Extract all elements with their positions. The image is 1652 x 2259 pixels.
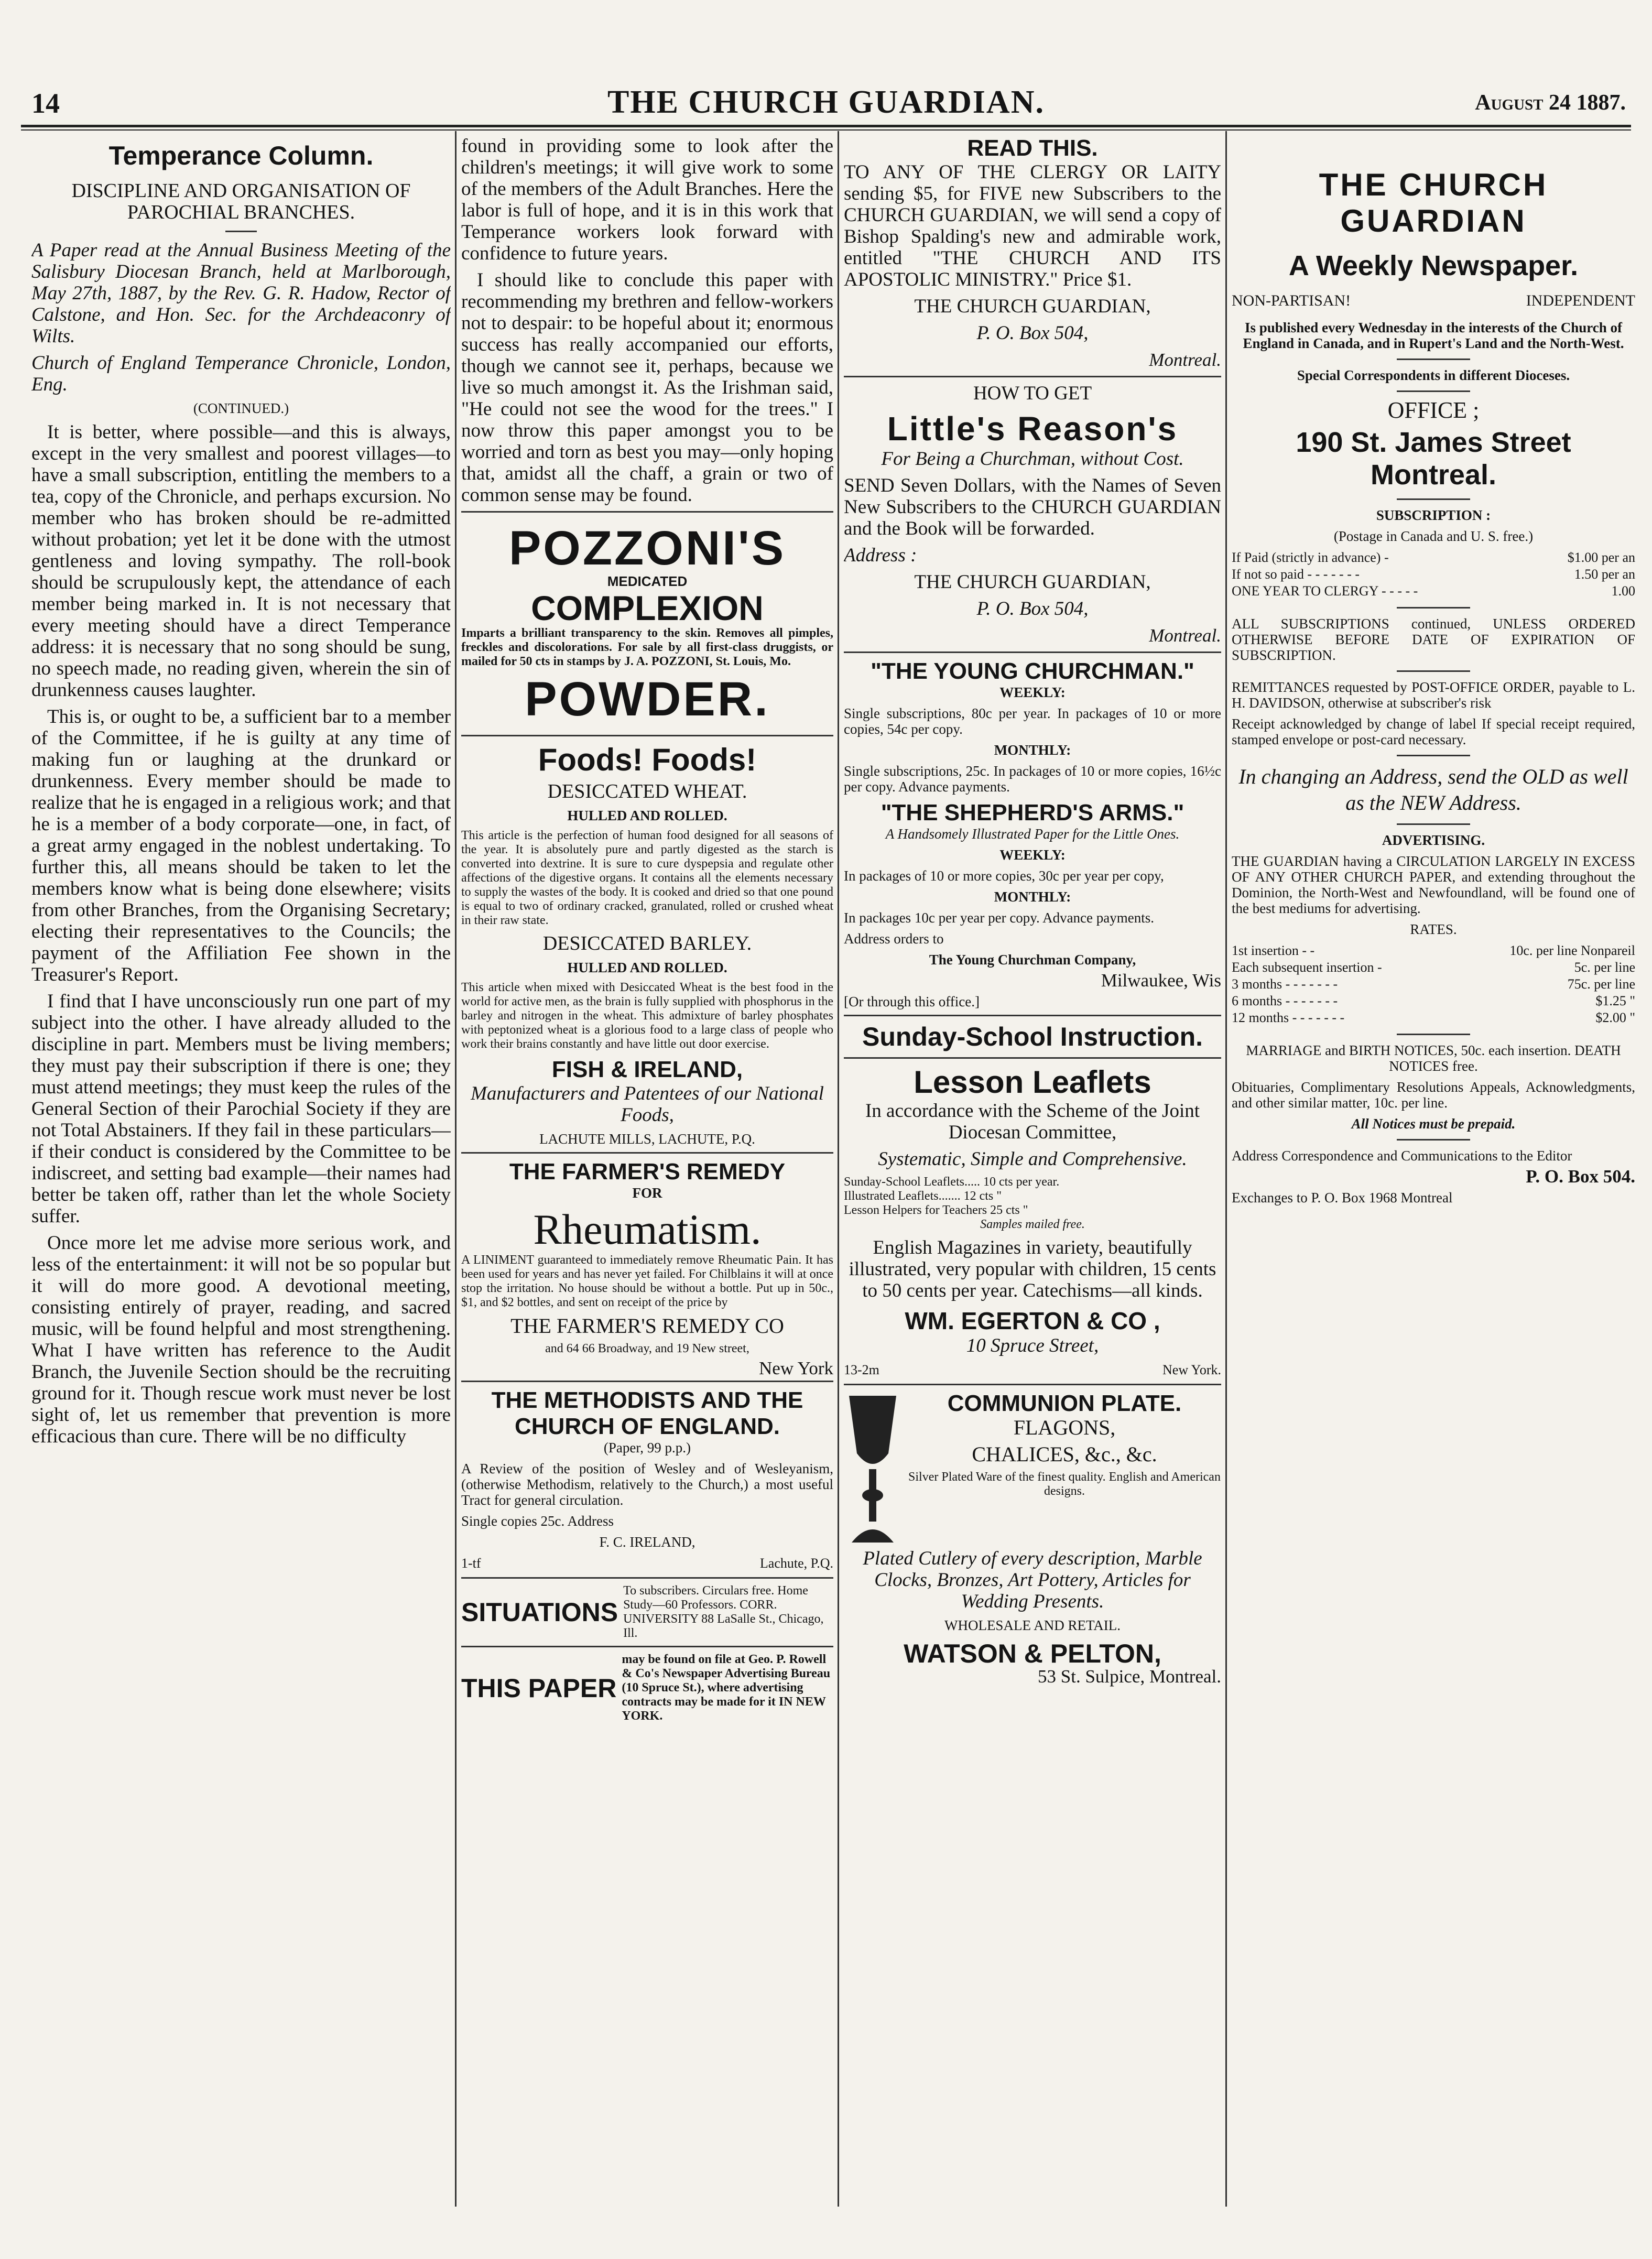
shepherds-arms-title: "THE SHEPHERD'S ARMS." xyxy=(881,800,1184,826)
paragraph: I find that I have unconsciously run one part of my subject into the other. I have already alluded to the discipline in part. Members must be living members; they must pay their subscription if there is one; they must attend meetings; they must keep the rules of the General Section of their Parochial Society if they are not Total Abstainers. If they fail in these particulars—if their conduct is considered by the Committee to be indiscreet, and setting bad example—their names had better be taken off, rather than let the whole Society suffer. xyxy=(31,991,451,1227)
weekly-label: WEEKLY: xyxy=(999,685,1066,700)
maker-address: LACHUTE MILLS, LACHUTE, P.Q. xyxy=(539,1131,755,1147)
rate-row xyxy=(1232,583,1635,600)
monthly-label: MONTHLY: xyxy=(994,742,1071,758)
rheumatism-title: Rheumatism. xyxy=(533,1205,762,1253)
shepherds-subtitle: A Handsomely Illustrated Paper for the Little Ones. xyxy=(885,826,1180,842)
plated-text: Plated Cutlery of every description, Marble Clocks, Bronzes, Art Pottery, Articles for Wedding Presents. xyxy=(863,1548,1202,1612)
separator xyxy=(1397,607,1470,609)
paragraph: I should like to conclude this paper with recommending my brethren and fellow-workers not to despair: to be hopeful about it; enormous success has really accompanied our efforts, though we cannot see it, perhaps, because we live so much amongst it. As the Irishman said, "He could not see the wood for the trees." I now throw this paper amongst you to be worried and torn as best you may—only hoping that, amidst all the chaff, a grain or two of common sense may be found. xyxy=(461,269,833,506)
receipt-note: Receipt acknowledged by change of label If special receipt required, stamped envelope or post-card necessary. xyxy=(1232,716,1635,747)
separator xyxy=(461,1646,833,1647)
chalices: CHALICES, &c., &c. xyxy=(972,1442,1157,1466)
communion-ad xyxy=(844,1391,1221,1548)
changing-address: In changing an Address, send the OLD as well as the NEW Address. xyxy=(1238,765,1628,814)
separator xyxy=(225,231,257,232)
ad-rate-value: $2.00 " xyxy=(1595,1010,1635,1025)
rate-value: 1.50 per an xyxy=(1574,567,1635,582)
paragraph: This is, or ought to be, a sufficient bar to a member of the Committee, if he is guilty at any time of making fun or laughing at the drunkard or drunkenness. Every member should be made to realize that he is engaged in a religious work; and that he is a member of a body corporate—one, in fact, of a great army engaged in the noblest undertaking. To further this, all means should be taken to let the members know what is being done elsewhere; visits from other Branches, from the Organising Secretary; electing their representatives to the Councils; the payment of the Affiliation Fee shown in the Treasurer's Report. xyxy=(31,706,451,985)
littles-reasons-title: Little's Reason's xyxy=(887,410,1178,448)
pozzoni-brand: POZZONI'S xyxy=(508,522,786,575)
separator xyxy=(461,511,833,513)
methodists-text: A Review of the position of Wesley and of Wesleyanism, (otherwise Methodism, relatively to the Church,) a most useful Tract for general circulation. xyxy=(461,1461,833,1508)
published-text: Is published every Wednesday in the interests of the Church of England in Canada, and in Rupert's Land and the North-West. xyxy=(1243,320,1624,351)
lesson-text: In accordance with the Scheme of the Joint Diocesan Committee, xyxy=(865,1100,1200,1143)
separator xyxy=(1397,498,1470,500)
methodists-price: Single copies 25c. Address xyxy=(461,1513,614,1529)
separator xyxy=(844,1384,1221,1385)
lesson-leaflets-title: Lesson Leaflets xyxy=(914,1065,1151,1100)
separator xyxy=(1397,1139,1470,1141)
this-paper-heading: THIS PAPER xyxy=(461,1673,617,1703)
ad-rate-row xyxy=(1232,1009,1635,1026)
orders-company: The Young Churchman Company, xyxy=(929,952,1136,968)
watson-address: 53 St. Sulpice, Montreal. xyxy=(1038,1666,1221,1687)
how-to-get: HOW TO GET xyxy=(973,383,1092,404)
separator xyxy=(844,376,1221,377)
lesson-subtitle: Systematic, Simple and Comprehensive. xyxy=(878,1148,1187,1170)
office-label: OFFICE ; xyxy=(1387,397,1480,423)
methodists-address: F. C. IRELAND, xyxy=(599,1534,695,1550)
farmers-text: A LINIMENT guaranteed to immediately remove Rheumatic Pain. It has been used for years and has never yet failed. For Chilblains it will at once stop the irritation. No house should be without a bottle. Put up in 50c., $1, and $2 bottles, and sent on receipt of the price by xyxy=(461,1253,833,1309)
separator xyxy=(1397,390,1470,392)
price-line: Illustrated Leaflets....... 12 cts " xyxy=(844,1189,1002,1203)
separator xyxy=(1397,823,1470,825)
methodists-paper: (Paper, 99 p.p.) xyxy=(603,1440,691,1456)
sunday-school-title: Sunday-School Instruction. xyxy=(862,1022,1203,1051)
ad-rate-value: 5c. per line xyxy=(1574,960,1635,975)
wheat-title: DESICCATED WHEAT. xyxy=(547,780,747,802)
barley-subtitle: HULLED AND ROLLED. xyxy=(567,960,727,975)
ad-rate-label: 1st insertion - - xyxy=(1232,943,1315,958)
orders-label: Address orders to xyxy=(844,931,944,947)
column-publisher-info xyxy=(1232,135,1635,1211)
pozzoni-medicated: MEDICATED xyxy=(607,573,688,589)
column-advertisements-a xyxy=(461,135,833,1723)
farmers-address: and 64 66 Broadway, and 19 New street, xyxy=(545,1342,749,1355)
pozzoni-powder: POWDER. xyxy=(525,672,770,726)
continued-label: (CONTINUED.) xyxy=(193,400,289,416)
methodists-ad xyxy=(461,1387,833,1572)
read-this-heading: READ THIS. xyxy=(967,135,1098,161)
separator xyxy=(461,1577,833,1579)
address-line3: Montreal. xyxy=(1149,625,1221,646)
ad-rate-row xyxy=(1232,959,1635,976)
obituaries: Obituaries, Complimentary Resolutions Appeals, Acknowledgments, and other similar matter, 10c. per line. xyxy=(1232,1079,1635,1111)
wholesale: WHOLESALE AND RETAIL. xyxy=(944,1617,1121,1633)
rate-row xyxy=(1232,566,1635,583)
ad-rate-row xyxy=(1232,976,1635,993)
rate-row xyxy=(1232,549,1635,566)
price-line: Sunday-School Leaflets..... 10 cts per year. xyxy=(844,1175,1060,1189)
rate-label: If Paid (strictly in advance) - xyxy=(1232,550,1389,565)
maker-description: Manufacturers and Patentees of our National Foods, xyxy=(471,1083,824,1126)
chalice-icon xyxy=(844,1391,901,1548)
column-divider xyxy=(455,131,457,2207)
column-temperance xyxy=(31,135,451,1452)
correspondence: Address Correspondence and Communications to the Editor xyxy=(1232,1148,1572,1164)
separator xyxy=(461,1152,833,1154)
shepherd-monthly-text: In packages 10c per year per copy. Advance payments. xyxy=(844,910,1154,926)
remittances: REMITTANCES requested by POST-OFFICE ORDER, payable to L. H. DAVIDSON, otherwise at subscriber's risk xyxy=(1232,679,1635,711)
po-box: P. O. Box 504. xyxy=(1526,1166,1635,1187)
shepherd-weekly-text: In packages of 10 or more copies, 30c per year per copy, xyxy=(844,868,1164,884)
exchanges: Exchanges to P. O. Box 1968 Montreal xyxy=(1232,1190,1453,1205)
price-line: Lesson Helpers for Teachers 25 cts " xyxy=(844,1203,1028,1217)
rates-heading: RATES. xyxy=(1410,921,1457,937)
weekly-newspaper: A Weekly Newspaper. xyxy=(1288,250,1579,281)
masthead xyxy=(21,84,1631,121)
partisan-row xyxy=(1232,292,1635,309)
young-weekly-text: Single subscriptions, 80c per year. In packages of 10 or more copies, 54c per copy. xyxy=(844,705,1221,737)
separator xyxy=(844,1057,1221,1059)
littles-text: SEND Seven Dollars, with the Names of Seven New Subscribers to the CHURCH GUARDIAN and the Book will be forwarded. xyxy=(844,475,1221,539)
ad-rate-label: Each subsequent insertion - xyxy=(1232,960,1382,975)
this-paper-ad xyxy=(461,1653,833,1723)
column-divider xyxy=(1225,131,1227,2207)
subscription-heading: SUBSCRIPTION : xyxy=(1376,507,1491,523)
situations-heading: SITUATIONS xyxy=(461,1598,618,1627)
article-intro: A Paper read at the Annual Business Meeting of the Salisbury Diocesan Branch, held at Marlborough, May 27th, 1887, by the Rev. G. R. Hadow, Rector of Calstone, and Hon. Sec. for the Archdeaconry of Wilts. xyxy=(31,240,451,347)
separator xyxy=(461,1381,833,1382)
separator xyxy=(461,735,833,736)
separator xyxy=(844,1015,1221,1016)
pozzoni-complexion: COMPLEXION xyxy=(531,589,764,627)
ad-rate-label: 6 months - - - - - - - xyxy=(1232,993,1338,1008)
methodists-footer xyxy=(461,1555,833,1572)
separator xyxy=(1397,359,1470,360)
english-magazines: English Magazines in variety, beautifully illustrated, very popular with children, 15 cents to 50 cents per year. Catechisms—all kinds. xyxy=(849,1237,1216,1301)
silver-text: Silver Plated Ware of the finest quality. English and American designs. xyxy=(908,1470,1221,1498)
page-number: 14 xyxy=(31,88,60,119)
address-label: Address : xyxy=(844,545,917,566)
egerton-city: New York. xyxy=(1162,1362,1221,1377)
read-this-address1: THE CHURCH GUARDIAN, xyxy=(914,296,1151,317)
farmers-company: THE FARMER'S REMEDY CO xyxy=(510,1314,784,1338)
separator xyxy=(844,651,1221,653)
address-line1: THE CHURCH GUARDIAN, xyxy=(914,571,1151,593)
barley-title: DESICCATED BARLEY. xyxy=(542,932,752,954)
egerton-address: 10 Spruce Street, xyxy=(966,1335,1099,1356)
column-divider xyxy=(838,131,839,2207)
advertising-text: THE GUARDIAN having a CIRCULATION LARGELY IN EXCESS OF ANY OTHER CHURCH PAPER, and extending throughout the Dominion, the North-West and Newfoundland, will be found one of the best mediums for advertising. xyxy=(1232,853,1635,916)
orders-city: Milwaukee, Wis xyxy=(1101,970,1221,991)
flagons: FLAGONS, xyxy=(1013,1416,1116,1439)
situations-ad xyxy=(461,1584,833,1641)
young-monthly-text: Single subscriptions, 25c. In packages of 10 or more copies, 16½c per copy. Advance payments. xyxy=(844,763,1221,795)
egerton-code: 13-2m xyxy=(844,1362,879,1377)
communion-title: COMMUNION PLATE. xyxy=(947,1391,1182,1416)
read-this-address2: P. O. Box 504, xyxy=(976,322,1089,344)
non-partisan: NON-PARTISAN! xyxy=(1232,292,1351,309)
article-title: DISCIPLINE AND ORGANISATION OF PAROCHIAL BRANCHES. xyxy=(71,180,411,223)
article-source: Church of England Temperance Chronicle, London, Eng. xyxy=(31,352,451,395)
paragraph: It is better, where possible—and this is always, except in the very smallest and poorest villages—to have a small subscription, entitling the members to a tea, copy of the Chronicle, and perhaps excursion. No member who has broken should be re-admitted without probation; yet let it be done with the utmost gentleness and loving sympathy. The roll-book should be scrupulously kept, the attendance of each member being marked in. It is not necessary that every meeting should have a direct Temperance address: it is necessary that no song should be sung, no speech made, no reading given, wherein the sin of drunkenness causes laughter. xyxy=(31,421,451,701)
farmers-remedy-ad xyxy=(461,1159,833,1378)
office-address: 190 St. James Street Montreal. xyxy=(1296,427,1571,491)
separator xyxy=(1397,1034,1470,1035)
separator xyxy=(1397,755,1470,756)
farmers-for: FOR xyxy=(632,1185,662,1201)
header-rule xyxy=(21,125,1631,131)
ad-rate-value: $1.25 " xyxy=(1595,993,1635,1008)
wheat-subtitle: HULLED AND ROLLED. xyxy=(567,808,727,823)
independent: INDEPENDENT xyxy=(1526,292,1635,309)
ad-rate-label: 3 months - - - - - - - xyxy=(1232,976,1338,992)
section-heading: Temperance Column. xyxy=(108,141,374,170)
column-advertisements-b xyxy=(844,135,1221,1690)
foods-heading: Foods! Foods! xyxy=(538,742,757,777)
newspaper-title: THE CHURCH GUARDIAN. xyxy=(607,84,1045,120)
barley-text: This article when mixed with Desiccated Wheat is the best food in the world for active men, as the brain is fully supplied with phosphorus in the barley and nitrogen in the wheat. This admixture of barley phosphates with peptonized wheat is a glorious food to a large class of people who work their brains constantly and have little out door exercise. xyxy=(461,981,833,1051)
price-note: Samples mailed free. xyxy=(980,1218,1085,1231)
separator xyxy=(1397,670,1470,672)
farmers-heading: THE FARMER'S REMEDY xyxy=(509,1159,786,1185)
watson-name: WATSON & PELTON, xyxy=(904,1639,1161,1668)
pozzoni-ad xyxy=(461,523,833,724)
rate-label: If not so paid - - - - - - - xyxy=(1232,567,1360,582)
young-churchman-title: "THE YOUNG CHURCHMAN." xyxy=(871,658,1194,684)
read-this-address3: Montreal. xyxy=(1149,350,1221,370)
ad-rate-value: 10c. per line Nonpareil xyxy=(1509,943,1635,958)
prepaid-note: All Notices must be prepaid. xyxy=(1351,1116,1516,1132)
ad-rate-value: 75c. per line xyxy=(1567,976,1635,992)
maker-name: FISH & IRELAND, xyxy=(551,1057,743,1082)
address-line2: P. O. Box 504, xyxy=(976,598,1089,620)
farmers-city: New York xyxy=(759,1358,833,1378)
issue-date: August 24 1887. xyxy=(1475,91,1626,115)
rate-label: ONE YEAR TO CLERGY - - - - - xyxy=(1232,583,1418,599)
weekly-label: WEEKLY: xyxy=(999,847,1066,863)
postage-note: (Postage in Canada and U. S. free.) xyxy=(1333,528,1534,544)
paragraph: Once more let me advise more serious work, and less of the entertainment: it will not be so popular but it will do more good. A devotional meeting, consisting entirely of prayer, reading, and sacred music, will be found helpful and most strengthening. What I have written has reference to the Audit Branch, the Juvenile Section should be the recruiting ground for it. Though rescue work must never be lost sight of, let us remember that prevention is more efficacious than cure. There will be no difficulty xyxy=(31,1232,451,1447)
littles-subtitle: For Being a Churchman, without Cost. xyxy=(881,448,1184,470)
egerton-footer xyxy=(844,1362,1221,1378)
ad-rate-label: 12 months - - - - - - - xyxy=(1232,1010,1345,1025)
monthly-label: MONTHLY: xyxy=(994,889,1071,905)
methodists-city: Lachute, P.Q. xyxy=(759,1556,833,1571)
methodists-heading: THE METHODISTS AND THE CHURCH OF ENGLAND. xyxy=(491,1387,803,1439)
rate-value: 1.00 xyxy=(1611,583,1635,599)
ad-rate-row xyxy=(1232,993,1635,1009)
all-subscriptions: ALL SUBSCRIPTIONS continued, UNLESS ORDERED OTHERWISE BEFORE DATE OF EXPIRATION OF SUBSCRIPTION. xyxy=(1232,616,1635,663)
marriage-notices: MARRIAGE and BIRTH NOTICES, 50c. each insertion. DEATH NOTICES free. xyxy=(1246,1042,1621,1074)
orders-note: [Or through this office.] xyxy=(844,994,980,1009)
situations-text: To subscribers. Circulars free. Home Study—60 Professors. CORR. UNIVERSITY 88 LaSalle St., Chicago, Ill. xyxy=(623,1584,824,1640)
methodists-code: 1-tf xyxy=(461,1556,481,1571)
guardian-masthead: THE CHURCH GUARDIAN xyxy=(1319,167,1548,238)
rate-value: $1.00 per an xyxy=(1567,550,1635,565)
foods-ad xyxy=(461,742,833,1147)
pozzoni-text: Imparts a brilliant transparency to the skin. Removes all pimples, freckles and discolorations. For sale by all first-class druggists, or mailed for 50 cts in stamps by J. A. POZZONI, St. Louis, Mo. xyxy=(461,626,833,668)
ad-rate-row xyxy=(1232,942,1635,959)
wheat-text: This article is the perfection of human food designed for all seasons of the year. It is absolutely pure and partly digested as the starch is converted into dextrine. It is sure to cure dyspepsia and regulate other affections of the digestive organs. It contains all the elements necessary to supply the wastes of the body. It is cooked and dried so that one pound is equal to two of ordinary cracked, granulated, rolled or crushed wheat in their raw state. xyxy=(461,829,833,927)
egerton-name: WM. EGERTON & CO , xyxy=(905,1307,1160,1334)
paragraph: found in providing some to look after the children's meetings; it will give work to some of the members of the Adult Branches. Here the labor is full of hope, and it is in this work that Temperance workers look forward with confidence to future years. xyxy=(461,135,833,264)
read-this-text: TO ANY OF THE CLERGY OR LAITY sending $5, for FIVE new Subscribers to the CHURCH GUARDIAN, we will send a copy of Bishop Spalding's new and admirable work, entitled "THE CHURCH AND ITS APOSTOLIC MINISTRY." Price $1. xyxy=(844,161,1221,290)
special-correspondents: Special Correspondents in different Dioceses. xyxy=(1297,367,1570,383)
this-paper-text: may be found on file at Geo. P. Rowell & Co's Newspaper Advertising Bureau (10 Spruce St.), where advertising contracts may be made for it IN NEW YORK. xyxy=(622,1653,831,1723)
advertising-heading: ADVERTISING. xyxy=(1382,832,1485,848)
